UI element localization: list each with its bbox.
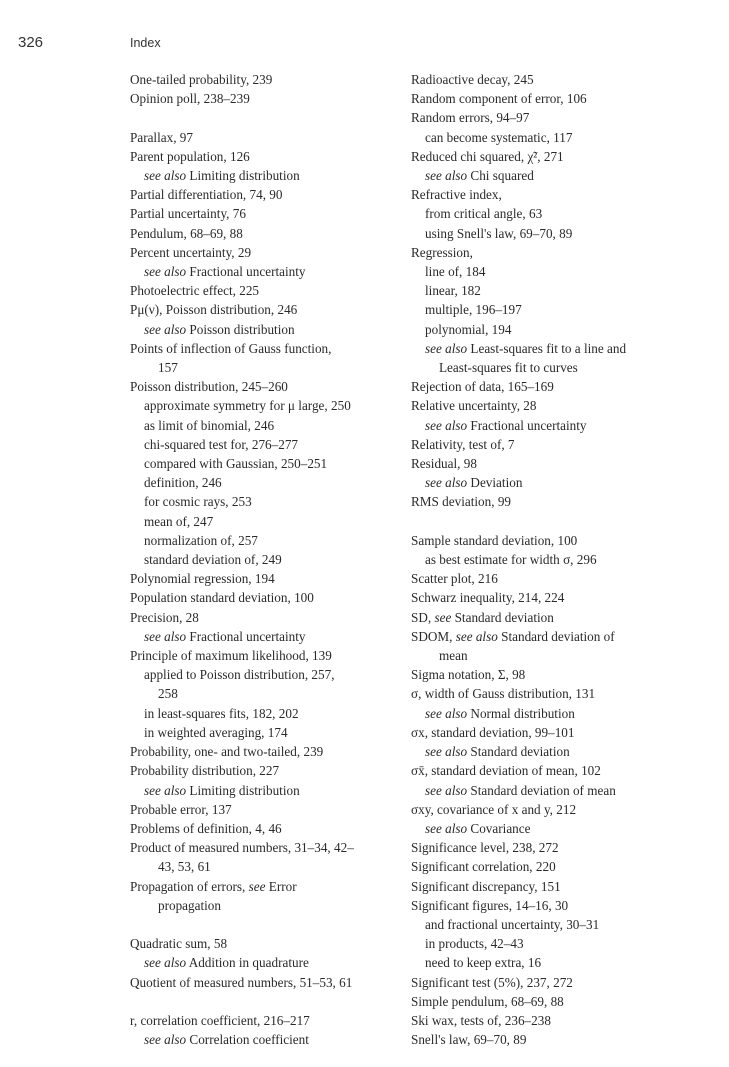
index-entry: Percent uncertainty, 29 [130, 244, 252, 260]
index-subentry: polynomial, 194 [425, 321, 512, 337]
index-entry: Partial differentiation, 74, 90 [130, 187, 283, 203]
index-subentry: see also Standard deviation [425, 744, 570, 760]
index-subentry: mean of, 247 [144, 513, 214, 529]
index-subentry: see also Normal distribution [425, 705, 575, 721]
index-entry-continuation: mean [439, 648, 468, 664]
index-entry: Quadratic sum, 58 [130, 936, 228, 952]
index-entry: Random errors, 94–97 [411, 110, 530, 126]
index-entry: σx, standard deviation, 99–101 [411, 724, 575, 740]
index-entry: Regression, [411, 244, 473, 260]
index-subentry: can become systematic, 117 [425, 129, 573, 145]
index-entry: Residual, 98 [411, 456, 477, 472]
index-entry: One-tailed probability, 239 [130, 72, 273, 87]
index-entry: SDOM, see also Standard deviation of [411, 628, 615, 644]
page-number: 326 [18, 34, 44, 51]
page-header [0, 34, 729, 58]
index-entry-continuation: 157 [158, 360, 178, 376]
index-entry: Product of measured numbers, 31–34, 42– [130, 840, 354, 856]
index-subentry: see also Least-squares fit to a line and [425, 340, 627, 356]
index-subentry: definition, 246 [144, 475, 222, 491]
index-entry: Sigma notation, Σ, 98 [411, 667, 526, 683]
index-entry: Probability distribution, 227 [130, 763, 280, 779]
index-entry: r, correlation coefficient, 216–217 [130, 1012, 310, 1028]
index-entry: Pμ(ν), Poisson distribution, 246 [130, 302, 298, 318]
index-subentry: see also Addition in quadrature [144, 955, 309, 971]
index-entry: σ, width of Gauss distribution, 131 [411, 686, 596, 702]
index-subentry: standard deviation of, 249 [144, 552, 282, 568]
index-gap [130, 915, 398, 934]
index-subentry: see also Fractional uncertainty [425, 417, 587, 433]
index-entry: Snell's law, 69–70, 89 [411, 1032, 527, 1048]
index-subentry: see also Correlation coefficient [144, 1032, 309, 1048]
index-subentry: compared with Gaussian, 250–251 [144, 456, 328, 472]
index-entry: Population standard deviation, 100 [130, 590, 314, 606]
index-subentry: using Snell's law, 69–70, 89 [425, 225, 573, 241]
index-subentry: approximate symmetry for μ large, 250 [144, 398, 351, 414]
index-subentry: from critical angle, 63 [425, 206, 543, 222]
index-entry: Principle of maximum likelihood, 139 [130, 648, 332, 664]
index-subentry: line of, 184 [425, 264, 486, 280]
index-subentry: see also Covariance [425, 820, 531, 836]
index-entry: Ski wax, tests of, 236–238 [411, 1012, 551, 1028]
index-subentry: in products, 42–43 [425, 936, 524, 952]
index-subentry: linear, 182 [425, 283, 481, 299]
index-entry: Sample standard deviation, 100 [411, 532, 578, 548]
index-subentry: as limit of binomial, 246 [144, 417, 275, 433]
index-entry-continuation: Least-squares fit to curves [439, 360, 578, 376]
running-head: Index [130, 36, 161, 50]
index-entry: SD, see Standard deviation [411, 609, 554, 625]
index-subentry: as best estimate for width σ, 296 [425, 552, 597, 568]
index-subentry: need to keep extra, 16 [425, 955, 542, 971]
index-entry: σxy, covariance of x and y, 212 [411, 801, 577, 817]
index-entry: Significance level, 238, 272 [411, 840, 559, 856]
index-entry: Refractive index, [411, 187, 502, 203]
index-subentry: in weighted averaging, 174 [144, 724, 288, 740]
index-subentry: in least-squares fits, 182, 202 [144, 705, 299, 721]
index-subentry: see also Chi squared [425, 168, 534, 184]
index-subentry: and fractional uncertainty, 30–31 [425, 916, 600, 932]
index-entry: Parallax, 97 [130, 129, 193, 145]
index-entry: Probable error, 137 [130, 801, 232, 817]
index-entry: Partial uncertainty, 76 [130, 206, 246, 222]
index-entry: Points of inflection of Gauss function, [130, 340, 332, 356]
index-entry: Propagation of errors, see Error [130, 878, 297, 894]
index-entry: Schwarz inequality, 214, 224 [411, 590, 565, 606]
index-entry: Opinion poll, 238–239 [130, 91, 250, 107]
index-entry: σx̄, standard deviation of mean, 102 [411, 763, 601, 779]
index-entry: Poisson distribution, 245–260 [130, 379, 288, 395]
index-subentry: see also Standard deviation of mean [425, 782, 616, 798]
index-subentry: see also Fractional uncertainty [144, 628, 306, 644]
index-gap [130, 108, 398, 127]
index-entry: Relativity, test of, 7 [411, 436, 515, 452]
index-entry-continuation: propagation [158, 897, 221, 913]
index-entry: Photoelectric effect, 225 [130, 283, 260, 299]
index-entry: Scatter plot, 216 [411, 571, 498, 587]
index-entry: Rejection of data, 165–169 [411, 379, 554, 395]
index-entry: Precision, 28 [130, 609, 199, 625]
index-gap [130, 992, 398, 1011]
index-subentry: normalization of, 257 [144, 532, 258, 548]
index-entry: Pendulum, 68–69, 88 [130, 225, 243, 241]
index-gap [411, 512, 723, 531]
index-entry: Reduced chi squared, χ̃², 271 [411, 148, 564, 164]
index-column-right [411, 70, 723, 1049]
index-subentry: chi-squared test for, 276–277 [144, 436, 299, 452]
index-entry: Probability, one- and two-tailed, 239 [130, 744, 324, 760]
index-entry: Radioactive decay, 245 [411, 72, 534, 87]
index-entry: Significant test (5%), 237, 272 [411, 974, 573, 990]
index-subentry: for cosmic rays, 253 [144, 494, 252, 510]
index-entry: Polynomial regression, 194 [130, 571, 275, 587]
index-entry: Quotient of measured numbers, 51–53, 61 [130, 974, 353, 990]
index-entry: Parent population, 126 [130, 148, 250, 164]
index-subentry: applied to Poisson distribution, 257, [144, 667, 335, 683]
index-subentry: see also Deviation [425, 475, 523, 491]
index-entry: Significant correlation, 220 [411, 859, 556, 875]
index-entry: Random component of error, 106 [411, 91, 587, 107]
index-entry: Significant figures, 14–16, 30 [411, 897, 569, 913]
index-entry: Significant discrepancy, 151 [411, 878, 561, 894]
index-entry: Problems of definition, 4, 46 [130, 820, 282, 836]
index-subentry: see also Fractional uncertainty [144, 264, 306, 280]
index-subentry: multiple, 196–197 [425, 302, 522, 318]
index-subentry: see also Limiting distribution [144, 168, 300, 183]
index-entry-continuation: 258 [158, 686, 178, 702]
index-entry: RMS deviation, 99 [411, 494, 512, 510]
index-subentry: see also Limiting distribution [144, 782, 300, 798]
index-subentry: see also Poisson distribution [144, 321, 295, 337]
index-entry: Simple pendulum, 68–69, 88 [411, 993, 564, 1009]
index-entry-continuation: 43, 53, 61 [158, 859, 211, 875]
index-entry: Relative uncertainty, 28 [411, 398, 537, 414]
index-column-left [130, 70, 398, 1049]
